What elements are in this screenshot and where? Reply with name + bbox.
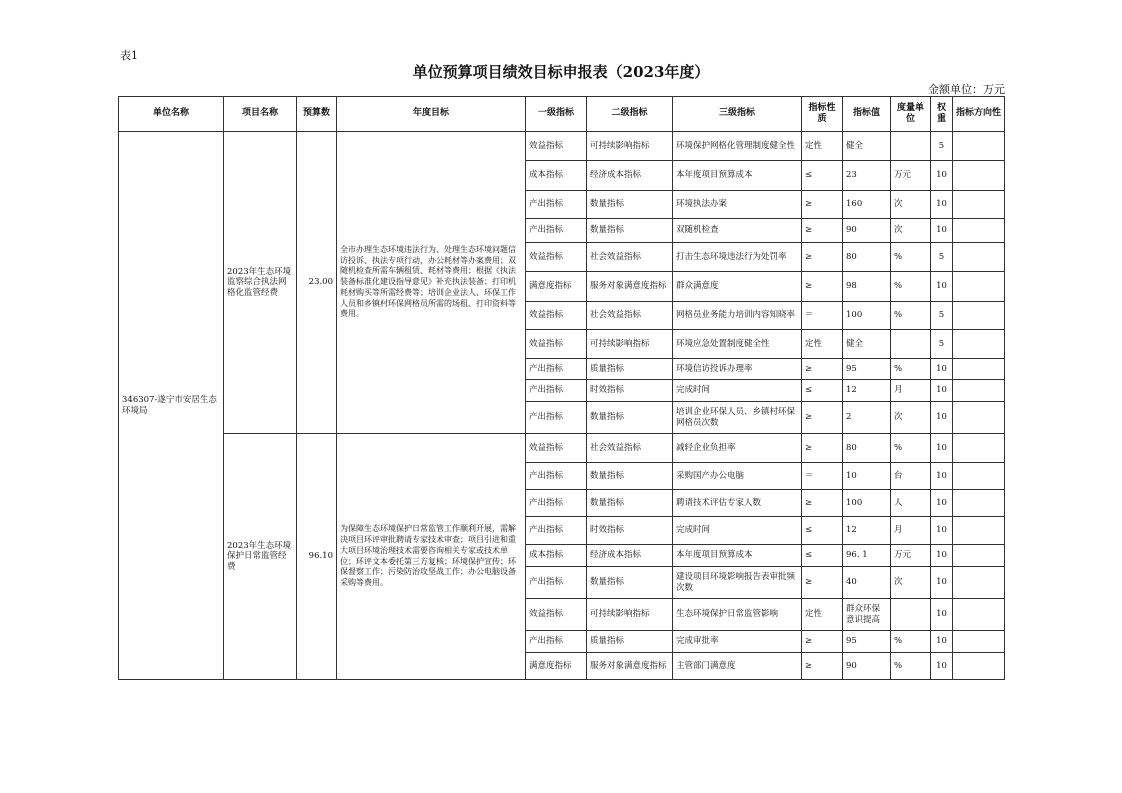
level3-cell: 环境应急处置制度健全性 [673,330,802,359]
value-cell: 80 [843,434,891,463]
measure-unit-cell: % [891,359,931,380]
header-project-name: 项目名称 [224,97,297,132]
level2-cell: 数量指标 [587,567,673,599]
level3-cell: 完成时间 [673,380,802,402]
header-unit-name: 单位名称 [119,97,224,132]
nature-cell: ≥ [802,490,843,517]
direction-cell [953,132,1005,161]
measure-unit-cell: % [891,243,931,272]
header-annual-goal: 年度目标 [337,97,526,132]
level2-cell: 数量指标 [587,402,673,434]
level2-cell: 社会效益指标 [587,243,673,272]
table-row [119,132,1005,161]
level1-cell: 满意度指标 [526,653,587,680]
level1-cell: 产出指标 [526,463,587,490]
nature-cell: ≥ [802,434,843,463]
measure-unit-cell: % [891,302,931,330]
nature-cell: ≥ [802,219,843,243]
weight-cell: 5 [931,330,953,359]
nature-cell: 定性 [802,330,843,359]
nature-cell: 定性 [802,132,843,161]
page-title: 单位预算项目绩效目标申报表（2023年度） [412,63,710,81]
level2-cell: 社会效益指标 [587,302,673,330]
nature-cell: ≥ [802,191,843,219]
level3-cell: 本年度项目预算成本 [673,545,802,567]
weight-cell: 10 [931,161,953,191]
direction-cell [953,517,1005,545]
level1-cell: 产出指标 [526,567,587,599]
value-cell: 100 [843,490,891,517]
level1-cell: 效益指标 [526,434,587,463]
direction-cell [953,330,1005,359]
level2-cell: 服务对象满意度指标 [587,272,673,302]
weight-cell: 10 [931,359,953,380]
level1-cell: 产出指标 [526,402,587,434]
value-cell: 90 [843,219,891,243]
level2-cell: 数量指标 [587,463,673,490]
level1-cell: 效益指标 [526,243,587,272]
nature-cell: ≤ [802,380,843,402]
weight-cell: 10 [931,599,953,631]
level3-cell: 打击生态环境违法行为处罚率 [673,243,802,272]
level3-cell: 生态环境保护日常监管影响 [673,599,802,631]
level2-cell: 服务对象满意度指标 [587,653,673,680]
direction-cell [953,402,1005,434]
weight-cell: 10 [931,567,953,599]
level2-cell: 质量指标 [587,359,673,380]
weight-cell: 10 [931,463,953,490]
direction-cell [953,653,1005,680]
level3-cell: 完成审批率 [673,631,802,653]
header-level1: 一级指标 [526,97,587,132]
nature-cell: ＝ [802,302,843,330]
direction-cell [953,599,1005,631]
level2-cell: 数量指标 [587,219,673,243]
value-cell: 90 [843,653,891,680]
nature-cell: ≥ [802,567,843,599]
direction-cell [953,191,1005,219]
measure-unit-cell [891,599,931,631]
level3-cell: 环境执法办案 [673,191,802,219]
level3-cell: 本年度项目预算成本 [673,161,802,191]
measure-unit-cell: 台 [891,463,931,490]
level2-cell: 数量指标 [587,490,673,517]
header-measure-unit: 度量单位 [891,97,931,132]
level3-cell: 环境信访投诉办理率 [673,359,802,380]
level1-cell: 产出指标 [526,517,587,545]
budget-cell: 96.10 [297,434,337,680]
nature-cell: ≥ [802,402,843,434]
measure-unit-cell: 次 [891,191,931,219]
amount-unit-note: 金额单位：万元 [928,83,1005,96]
measure-unit-cell: % [891,631,931,653]
weight-cell: 10 [931,517,953,545]
measure-unit-cell: 万元 [891,161,931,191]
annual-goal-cell: 为保障生态环境保护日常监管工作顺利开展，需解决项目环评审批聘请专家技术审查；项目引进和重大项目环境治理技术需要咨询相关专家或技术单位；环评文本委托第三方复核；环境保护宣传；环保督察工作；污染防治攻坚战工作；办公电脑设备采购等费用。 [337,434,526,680]
measure-unit-cell: % [891,434,931,463]
level1-cell: 成本指标 [526,161,587,191]
direction-cell [953,434,1005,463]
measure-unit-cell [891,132,931,161]
level3-cell: 培训企业环保人员、乡镇村环保网格员次数 [673,402,802,434]
measure-unit-cell: 次 [891,567,931,599]
nature-cell: ≥ [802,653,843,680]
value-cell: 群众环保意识提高 [843,599,891,631]
measure-unit-cell: 次 [891,402,931,434]
annual-goal-cell: 全市办理生态环境违法行为、处理生态环境问题信访投诉、执法专项行动，办公耗材等办案费用；双随机检查所需车辆租赁、耗材等费用；根据《执法装备标准化建设指导意见》补充执法装备；打印机耗材购买等所需经费等；培训企业法人、环保工作人员和乡镇村环保网格员所需的场租、打印资料等费用。 [337,132,526,434]
weight-cell: 10 [931,402,953,434]
header-level3: 三级指标 [673,97,802,132]
value-cell: 健全 [843,330,891,359]
value-cell: 98 [843,272,891,302]
level1-cell: 产出指标 [526,191,587,219]
measure-unit-cell [891,330,931,359]
level3-cell: 采购国产办公电脑 [673,463,802,490]
unit-name-cell: 346307-遂宁市安居生态环境局 [119,132,224,680]
measure-unit-cell: 次 [891,219,931,243]
value-cell: 96. 1 [843,545,891,567]
level2-cell: 经济成本指标 [587,545,673,567]
nature-cell: ≤ [802,517,843,545]
direction-cell [953,545,1005,567]
level1-cell: 产出指标 [526,359,587,380]
level2-cell: 质量指标 [587,631,673,653]
direction-cell [953,161,1005,191]
performance-table [118,96,1005,680]
table-row [119,434,1005,463]
project-name-cell: 2023年生态环境监察综合执法网格化监管经费 [224,132,297,434]
level3-cell: 聘请技术评估专家人数 [673,490,802,517]
level1-cell: 产出指标 [526,490,587,517]
direction-cell [953,490,1005,517]
header-level2: 二级指标 [587,97,673,132]
nature-cell: ≥ [802,631,843,653]
level1-cell: 效益指标 [526,599,587,631]
level3-cell: 主管部门满意度 [673,653,802,680]
level2-cell: 时效指标 [587,380,673,402]
level1-cell: 产出指标 [526,219,587,243]
direction-cell [953,219,1005,243]
header-budget: 预算数 [297,97,337,132]
level3-cell: 群众满意度 [673,272,802,302]
measure-unit-cell: 万元 [891,545,931,567]
level2-cell: 可持续影响指标 [587,599,673,631]
level2-cell: 社会效益指标 [587,434,673,463]
level3-cell: 减轻企业负担率 [673,434,802,463]
direction-cell [953,272,1005,302]
value-cell: 2 [843,402,891,434]
weight-cell: 10 [931,191,953,219]
nature-cell: ≥ [802,359,843,380]
weight-cell: 10 [931,434,953,463]
header-row [119,97,1005,132]
level1-cell: 效益指标 [526,302,587,330]
level3-cell: 建设项目环境影响报告表审批频次数 [673,567,802,599]
direction-cell [953,380,1005,402]
nature-cell: ≥ [802,243,843,272]
direction-cell [953,463,1005,490]
value-cell: 40 [843,567,891,599]
level3-cell: 双随机检查 [673,219,802,243]
weight-cell: 10 [931,219,953,243]
project-name-cell: 2023年生态环境保护日常监管经费 [224,434,297,680]
level1-cell: 满意度指标 [526,272,587,302]
measure-unit-cell: 人 [891,490,931,517]
level1-cell: 效益指标 [526,330,587,359]
level3-cell: 网格员业务能力培训内容知晓率 [673,302,802,330]
value-cell: 95 [843,631,891,653]
header-weight: 权重 [931,97,953,132]
level2-cell: 数量指标 [587,191,673,219]
table-label: 表1 [120,49,138,62]
nature-cell: ≤ [802,545,843,567]
weight-cell: 10 [931,631,953,653]
measure-unit-cell: % [891,272,931,302]
measure-unit-cell: 月 [891,517,931,545]
weight-cell: 10 [931,272,953,302]
header-value: 指标值 [843,97,891,132]
weight-cell: 5 [931,302,953,330]
value-cell: 80 [843,243,891,272]
level3-cell: 完成时间 [673,517,802,545]
value-cell: 健全 [843,132,891,161]
nature-cell: 定性 [802,599,843,631]
budget-cell: 23.00 [297,132,337,434]
value-cell: 12 [843,380,891,402]
direction-cell [953,359,1005,380]
weight-cell: 5 [931,132,953,161]
weight-cell: 10 [931,545,953,567]
nature-cell: ＝ [802,463,843,490]
weight-cell: 5 [931,243,953,272]
value-cell: 95 [843,359,891,380]
level2-cell: 可持续影响指标 [587,132,673,161]
level2-cell: 经济成本指标 [587,161,673,191]
level1-cell: 产出指标 [526,380,587,402]
nature-cell: ≥ [802,272,843,302]
weight-cell: 10 [931,653,953,680]
level2-cell: 可持续影响指标 [587,330,673,359]
value-cell: 100 [843,302,891,330]
measure-unit-cell: % [891,653,931,680]
measure-unit-cell: 月 [891,380,931,402]
direction-cell [953,243,1005,272]
level1-cell: 效益指标 [526,132,587,161]
header-direction: 指标方向性 [953,97,1005,132]
value-cell: 23 [843,161,891,191]
nature-cell: ≤ [802,161,843,191]
value-cell: 10 [843,463,891,490]
value-cell: 160 [843,191,891,219]
direction-cell [953,567,1005,599]
level2-cell: 时效指标 [587,517,673,545]
level1-cell: 成本指标 [526,545,587,567]
header-nature: 指标性质 [802,97,843,132]
direction-cell [953,302,1005,330]
weight-cell: 10 [931,380,953,402]
direction-cell [953,631,1005,653]
level3-cell: 环境保护网格化管理制度健全性 [673,132,802,161]
value-cell: 12 [843,517,891,545]
level1-cell: 产出指标 [526,631,587,653]
weight-cell: 10 [931,490,953,517]
